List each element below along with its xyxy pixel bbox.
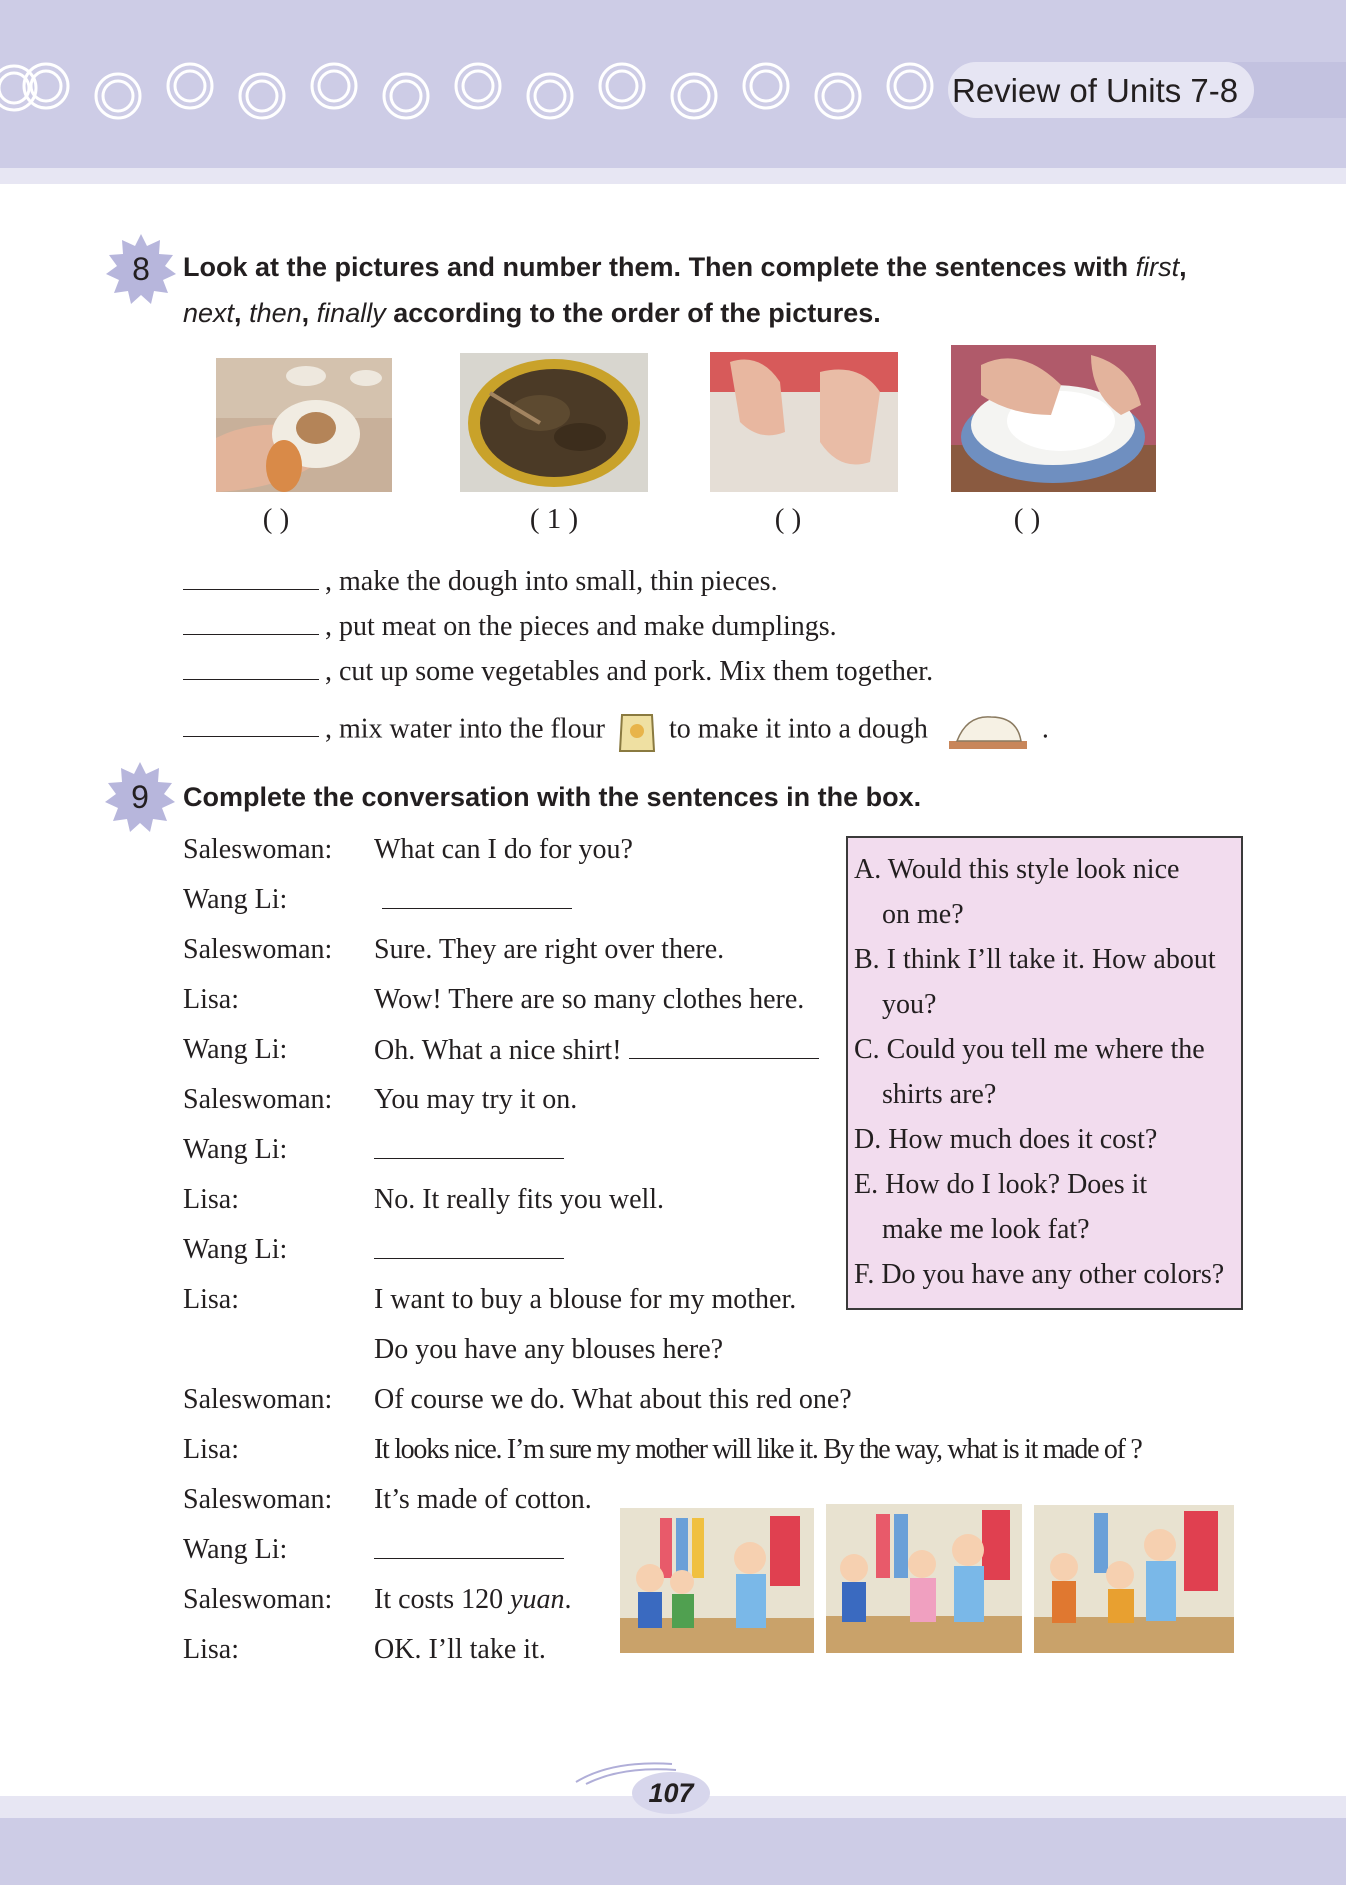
sentence-4: , mix water into the flour to make it into a dough . <box>183 709 1049 753</box>
page-footer <box>0 1818 1346 1885</box>
picture-number-3: ( ) <box>774 503 802 535</box>
dialogue-line: What can I do for you? <box>374 834 633 865</box>
exercise-badge-8: 8 <box>106 234 176 304</box>
dialogue-line: It looks nice. I’m sure my mother will like it. By the way, what is it made of ? <box>374 1434 1142 1465</box>
cartoon-shop-1 <box>620 1508 814 1653</box>
picture-number-1: ( ) <box>262 503 290 535</box>
answer-blank <box>374 1130 564 1171</box>
option-c: C. Could you tell me where the <box>854 1034 1205 1065</box>
answer-blank <box>374 1530 564 1571</box>
speaker: Wang Li: <box>183 884 288 915</box>
dialogue-line: Wow! There are so many clothes here. <box>374 984 805 1015</box>
dialogue-line: OK. I’ll take it. <box>374 1634 546 1665</box>
speaker: Wang Li: <box>183 1234 288 1265</box>
answer-blank <box>374 1230 564 1271</box>
option-e-cont: make me look fat? <box>882 1214 1090 1245</box>
option-f: F. Do you have any other colors? <box>854 1259 1225 1290</box>
answer-blank <box>382 880 572 921</box>
page-number: 107 <box>632 1772 710 1814</box>
option-a-cont: on me? <box>882 899 964 930</box>
speaker: Saleswoman: <box>183 1084 333 1115</box>
speaker: Wang Li: <box>183 1034 288 1065</box>
dialogue-line: Sure. They are right over there. <box>374 934 725 965</box>
speaker: Lisa: <box>183 984 239 1015</box>
dialogue-line: Do you have any blouses here? <box>374 1334 724 1365</box>
page-title: Review of Units 7-8 <box>952 72 1239 109</box>
speaker: Lisa: <box>183 1184 239 1215</box>
speaker: Wang Li: <box>183 1534 288 1565</box>
photo-mixed-filling <box>460 353 648 492</box>
dialogue-line: It’s made of cotton. <box>374 1484 592 1515</box>
flour-bag-icon <box>618 709 656 753</box>
dialogue-line: You may try it on. <box>374 1084 578 1115</box>
option-a: A. Would this style look nice <box>854 854 1180 885</box>
speaker: Lisa: <box>183 1284 239 1315</box>
option-d: D. How much does it cost? <box>854 1124 1158 1155</box>
sentence-2: , put meat on the pieces and make dumplings. <box>183 607 837 647</box>
dialogue-line: Oh. What a nice shirt! <box>374 1030 819 1071</box>
dialogue-line: I want to buy a blouse for my mother. <box>374 1284 797 1315</box>
sentence-1: , make the dough into small, thin pieces. <box>183 562 778 602</box>
header-strip <box>0 168 1346 184</box>
dialogue-line: Of course we do. What about this red one? <box>374 1384 852 1415</box>
picture-number-4: ( ) <box>1013 503 1041 535</box>
dialogue-line: It costs 120 yuan. <box>374 1584 572 1615</box>
exercise-9-instruction: Complete the conversation with the sentences in the box. <box>183 782 922 812</box>
exercise-8-instruction: Look at the pictures and number them. Then complete the sentences with first, next, then, finally according to the order of the pictures. <box>183 252 1187 328</box>
speaker: Lisa: <box>183 1634 239 1665</box>
cartoon-shop-2 <box>826 1504 1022 1653</box>
photo-dumpling-in-hand <box>216 358 392 492</box>
speaker: Saleswoman: <box>183 1584 333 1615</box>
sentence-3: , cut up some vegetables and pork. Mix them together. <box>183 652 933 692</box>
dough-icon <box>947 711 1029 751</box>
speaker: Wang Li: <box>183 1134 288 1165</box>
dialogue-line: No. It really fits you well. <box>374 1184 665 1215</box>
option-c-cont: shirts are? <box>882 1079 997 1110</box>
cartoon-shop-3 <box>1034 1505 1234 1653</box>
option-b-cont: you? <box>882 989 937 1020</box>
speaker: Saleswoman: <box>183 934 333 965</box>
speaker: Lisa: <box>183 1434 239 1465</box>
picture-number-2: ( 1 ) <box>529 503 579 535</box>
speaker: Saleswoman: <box>183 834 333 865</box>
photo-kneading-dough <box>951 345 1156 492</box>
photo-rolling-dough <box>710 352 898 492</box>
option-b: B. I think I’ll take it. How about <box>854 944 1216 975</box>
option-e: E. How do I look? Does it <box>854 1169 1148 1200</box>
speaker: Saleswoman: <box>183 1484 333 1515</box>
speaker: Saleswoman: <box>183 1384 333 1415</box>
exercise-badge-9: 9 <box>105 762 175 832</box>
